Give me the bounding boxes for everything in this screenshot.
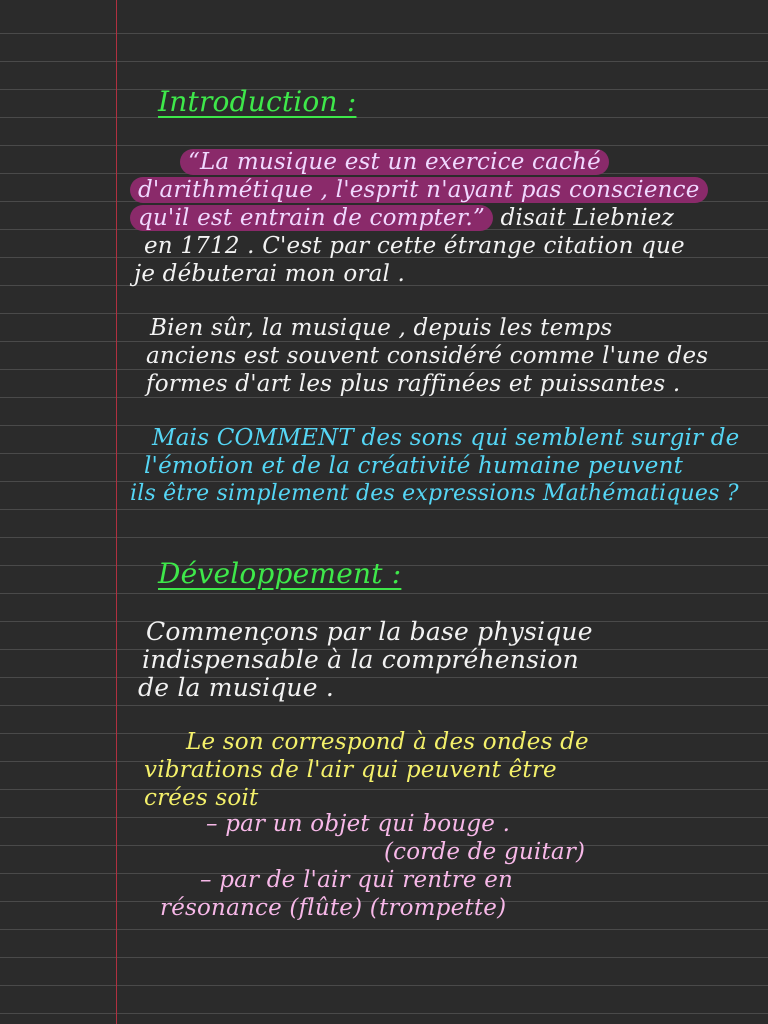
quote-highlight: qu'il est entrain de compter.” xyxy=(130,205,493,231)
question-line-3: ils être simplement des expressions Mathématiques ? xyxy=(130,481,739,506)
question-line-2: l'émotion et de la créativité humaine peuvent xyxy=(144,453,684,479)
quote-line-2 xyxy=(130,176,708,204)
quote-line-1 xyxy=(180,148,609,176)
example-line-2: (corde de guitar) xyxy=(384,839,586,865)
quote-line-3 xyxy=(130,204,674,232)
development-heading: Développement : xyxy=(158,557,402,590)
intro-line-2: je débuterai mon oral . xyxy=(134,261,406,287)
question-line-1: Mais COMMENT des sons qui semblent surgir de xyxy=(152,425,740,451)
paragraph2-line-1: Bien sûr, la musique , depuis les temps xyxy=(150,315,613,341)
paragraph2-line-3: formes d'art les plus raffinées et puissantes . xyxy=(146,371,681,397)
page-margin-line xyxy=(116,0,117,1024)
example-line-4: résonance (flûte) (trompette) xyxy=(160,895,507,921)
dev-paragraph-line-2: indispensable à la compréhension xyxy=(142,645,579,674)
quote-highlight: d'arithmétique , l'esprit n'ayant pas conscience xyxy=(130,177,708,203)
attribution-tail: disait Liebniez xyxy=(500,205,674,231)
son-line-2: vibrations de l'air qui peuvent être xyxy=(144,757,557,783)
dev-paragraph-line-3: de la musique . xyxy=(138,673,335,702)
paragraph2-line-2: anciens est souvent considéré comme l'une des xyxy=(146,343,709,369)
example-line-3: – par de l'air qui rentre en xyxy=(200,867,514,893)
quote-highlight: “La musique est un exercice caché xyxy=(180,149,609,175)
intro-heading: Introduction : xyxy=(158,85,357,118)
son-line-3: crées soit xyxy=(144,785,259,811)
example-line-1: – par un objet qui bouge . xyxy=(206,811,511,837)
son-line-1: Le son correspond à des ondes de xyxy=(186,729,589,755)
intro-line-1: en 1712 . C'est par cette étrange citation que xyxy=(144,233,685,259)
dev-paragraph-line-1: Commençons par la base physique xyxy=(146,617,593,646)
